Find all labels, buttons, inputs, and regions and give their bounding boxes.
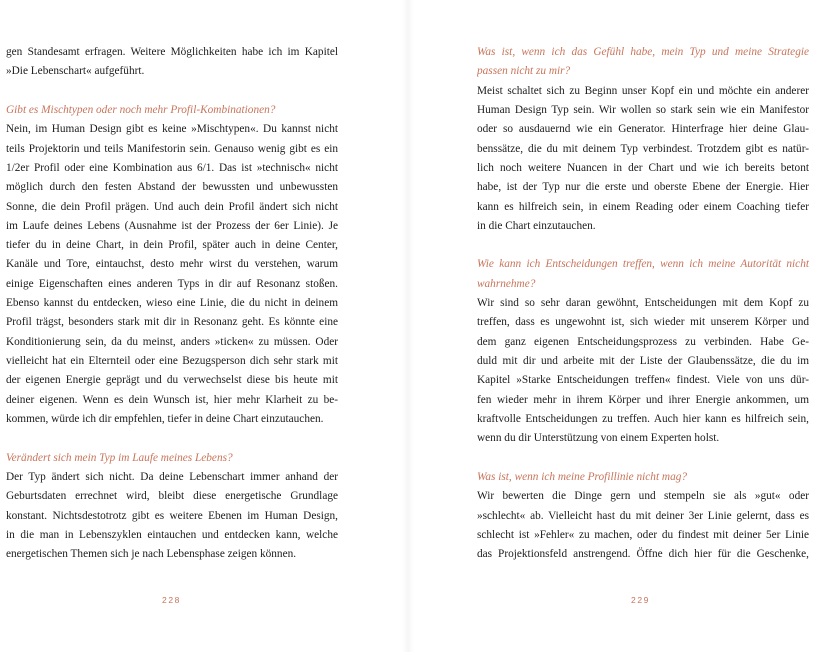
section-heading-line: Verändert sich mein Typ im Laufe meines Lebens? — [6, 451, 233, 464]
text-line: vielleicht hat ein Elternteil oder eine Bezugsperson dich sehr stark mit — [6, 355, 338, 367]
section-heading-line: wahrnehme? — [477, 277, 536, 290]
text-line: das Projektionsfeld anstrengend. Öffne dich hier für die Geschenke, — [477, 548, 809, 561]
text-line: in die man in Lebenszyklen eintauchen und entdecken kann, welche — [6, 528, 338, 541]
text-line: kraftvolle Entscheidungen zu treffen. Auch hier kann es hilfreich sein, — [477, 412, 809, 425]
section-heading-line: Gibt es Mischtypen oder noch mehr Profil-Kombinationen? — [6, 103, 276, 116]
text-line: energetischen Themen sich je nach Lebensphase zeigen können. — [6, 548, 297, 561]
text-line: im Laufe deines Lebens (Ausnahme ist der Prozess der 6er Linie). Je — [6, 219, 338, 232]
text-line: möglich durch den festen Abstand der bewussten und unbewussten — [6, 181, 338, 194]
text-line: konstant. Nichtsdestotrotz gibt es weitere Ebenen im Human Design, — [6, 509, 338, 522]
text-line: fen wieder mehr in ihrem Körper und ihrer Energie ankommen, um — [477, 393, 809, 406]
text-line: Der Typ ändert sich nicht. Da deine Lebenschart immer anhand der — [6, 470, 338, 483]
text-line: schlecht ist »Fehler« zu machen, oder du findest mit deiner 5er Linie — [477, 528, 809, 541]
paragraph-spacer — [477, 449, 809, 468]
page-number-right: 229 — [631, 595, 650, 605]
text-line: deiner eigenen. Wenn es dein Wunsch ist, hier mehr Klarheit zu be- — [6, 393, 338, 406]
text-line: kann es hilfreich sein, in einem Reading oder einem Coaching tiefer — [477, 200, 809, 213]
left-page — [6, 43, 338, 564]
book-gutter — [402, 0, 414, 652]
text-line: einige Eigenschaften eines anderen Typs in dir auf Resonanz stoßen. — [6, 277, 338, 290]
text-line: Konditionierung sein, da du meinst, anders »ticken« zu müssen. Oder — [6, 335, 338, 348]
page-number-left: 228 — [162, 595, 181, 605]
paragraph-spacer — [477, 236, 809, 255]
text-line: Kapitel »Starke Entscheidungen treffen« findest. Viele von uns dür- — [477, 374, 809, 387]
text-line: Sonne, die dein Profil prägen. Und auch dein Profil ändert sich nicht — [6, 200, 338, 213]
paragraph-spacer — [6, 82, 338, 101]
text-line: dem ganz eigenen Entscheidungsprozess zu verbinden. Habe Ge- — [477, 335, 809, 348]
section-heading-line: passen nicht zu mir? — [477, 65, 571, 78]
text-line: tiefer du in deine Chart, in dein Profil, später auch in deine Center, — [6, 239, 338, 252]
text-line: Wir bewerten die Dinge gern und stempeln sie als »gut« oder — [477, 490, 809, 503]
text-line: Profil trägst, besonders stark mit dir in Resonanz geht. Es könnte eine — [6, 316, 338, 329]
section-heading-line: Wie kann ich Entscheidungen treffen, wenn ich meine Autorität nicht — [477, 258, 809, 271]
right-page — [477, 43, 809, 564]
text-line: »schlecht« ab. Vielleicht hast du mit deiner 3er Linie gelernt, dass es — [477, 509, 809, 522]
text-line: gen Standesamt erfragen. Weitere Möglichkeiten habe ich im Kapitel — [6, 46, 338, 58]
section-heading-line: Was ist, wenn ich meine Profillinie nicht mag? — [477, 470, 688, 483]
text-line: kommen, würde ich dir empfehlen, tiefer in deine Chart einzutauchen. — [6, 412, 324, 425]
section-heading-line: Was ist, wenn ich das Gefühl habe, mein Typ und meine Strategie — [477, 46, 809, 58]
text-line: Human Design Typ sein. Wir wollen so stark sein wie ein Manifestor — [477, 103, 809, 116]
text-line: teils Projektorin und teils Manifestorin sein. Genauso wenig gibt es ein — [6, 142, 338, 155]
text-line: duld mit dir und arbeite mit der Liste der Glaubenssätze, die du im — [477, 355, 809, 367]
text-line: oder so ausdauernd wie ein Generator. Hinterfrage hier deine Glau- — [477, 123, 809, 136]
text-line: treffen, dass es ungewohnt ist, sich wieder mit unserem Körper und — [477, 316, 809, 329]
text-line: Geburtsdaten errechnet wird, bleibt diese energetische Grundlage — [6, 490, 338, 503]
text-line: benssätze, die du mit deinem Typ verbindest. Trotzdem gibt es natür- — [477, 142, 809, 155]
text-line: Nein, im Human Design gibt es keine »Mischtypen«. Du kannst nicht — [6, 123, 338, 136]
text-line: wenn du dir Unterstützung von einem Experten holst. — [477, 432, 720, 445]
text-line: Meist schaltet sich zu Beginn unser Kopf ein und möchte ein anderer — [477, 84, 809, 97]
text-line: lich noch weitere Nuancen in der Chart und wie ich bereits betont — [477, 161, 809, 174]
text-line: »Die Lebenschart« aufgeführt. — [6, 65, 145, 78]
text-line: in die Chart einzutauchen. — [477, 219, 596, 232]
text-line: Kanäle und Tore, eintauchst, desto mehr wirst du verstehen, warum — [6, 258, 338, 271]
text-line: Ebenso kannst du entdecken, wieso eine Linie, die du nicht in deinem — [6, 297, 338, 310]
text-line: der eigenen Energie geprägt und du verwechselst diese bis heute mit — [6, 374, 338, 387]
text-line: habe, ist der Typ nur die erste und oberste Ebene der Energie. Hier — [477, 181, 809, 194]
text-line: Wir sind so sehr daran gewöhnt, Entscheidungen mit dem Kopf zu — [477, 297, 809, 310]
text-line: 1/2er Profil oder eine Kombination aus 6/1. Das ist »technisch« nicht — [6, 161, 338, 174]
paragraph-spacer — [6, 429, 338, 448]
